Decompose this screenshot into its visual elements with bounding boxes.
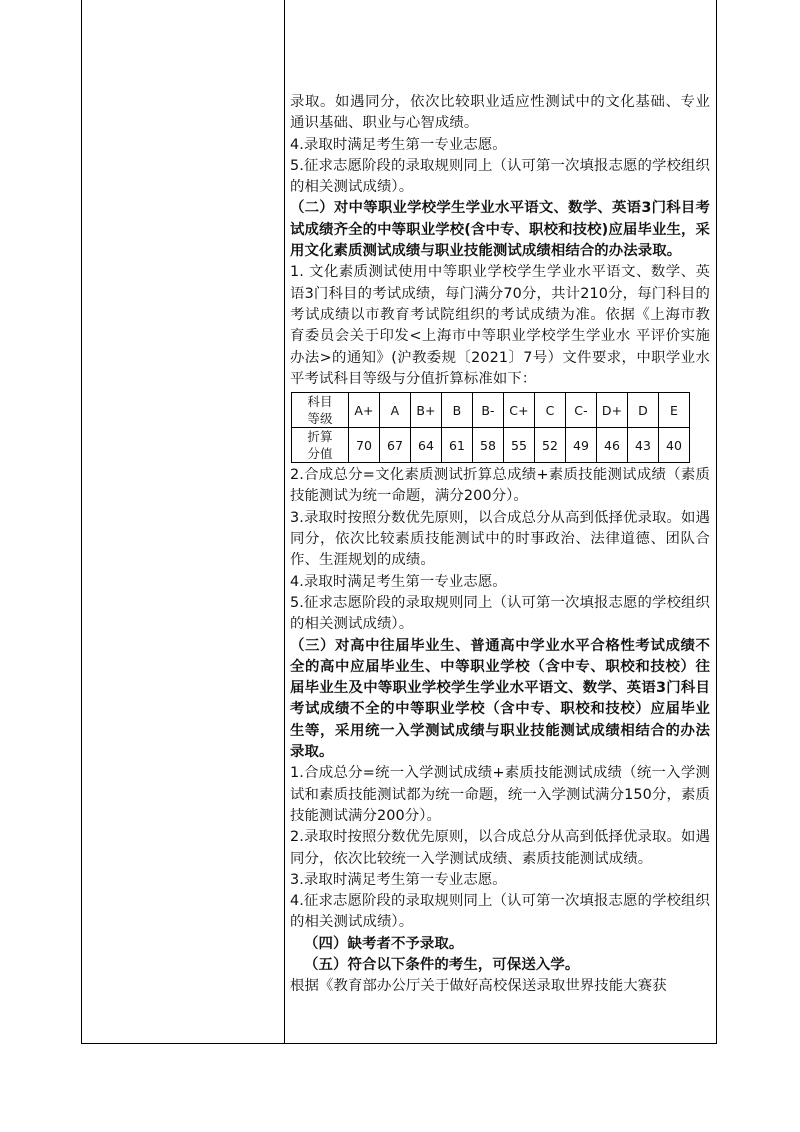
grade-cell: A — [380, 393, 411, 428]
rule-paragraph: （四）缺考者不予录取。 — [304, 935, 464, 952]
score-cell: 70 — [349, 428, 380, 463]
rule-paragraph: 1. 文化素质测试使用中等职业学校学生学业水平语文、数学、英语3门科目的考试成绩，每门满分70分，共计210分，每门科目的考试成绩以市教育考试院组织的考试成绩为准。依据《上海市教育委员会关于印发<上海市中等职业学校学生学业水 平评价实施办法>的通知》(沪教委规〔2021〕7号）文件要求，中职学业水平考试科目等级与分值折算标准如下： — [290, 264, 710, 387]
value-row-label-1: 折算 — [307, 429, 333, 445]
score-cell: 49 — [566, 428, 597, 463]
rule-paragraph: 1.合成总分=统一入学测试成绩+素质技能测试成绩（统一入学测试和素质技能测试都为统一命题，统一入学测试满分150分，素质技能测试满分200分）。 — [290, 765, 710, 824]
value-row — [292, 428, 690, 463]
score-cell: 40 — [659, 428, 690, 463]
score-cell: 58 — [473, 428, 504, 463]
grade-cell: B+ — [411, 393, 442, 428]
rule-paragraph: 根据《教育部办公厅关于做好高校保送录取世界技能大赛获 — [290, 978, 667, 995]
grade-cell: D — [628, 393, 659, 428]
grade-conversion-table — [291, 392, 690, 463]
value-row-label-2: 分值 — [307, 446, 333, 462]
table-bottom-border — [81, 1043, 717, 1044]
rule-paragraph: 4.录取时满足考生第一专业志愿。 — [290, 136, 507, 153]
table-right-border — [716, 0, 717, 1044]
admission-rules-cell — [290, 92, 710, 998]
rules-bottom-section — [290, 465, 710, 997]
score-cell: 46 — [597, 428, 628, 463]
grade-cell: B- — [473, 393, 504, 428]
rule-paragraph: （五）符合以下条件的考生，可保送入学。 — [304, 956, 580, 973]
rule-paragraph: 2.录取时按照分数优先原则，以合成总分从高到低择优录取。如遇同分，依次比较统一入学测试成绩、素质技能测试成绩。 — [290, 829, 710, 867]
rule-paragraph: （二）对中等职业学校学生学业水平语文、数学、英语3门科目考试成绩齐全的中等职业学校(含中专、职校和技校)应届毕业生，采用文化素质测试成绩与职业技能测试成绩相结合的办法录取。 — [290, 200, 710, 260]
table-column-divider — [284, 0, 285, 1044]
grade-row-label-2: 等级 — [307, 411, 333, 427]
rule-paragraph: 2.合成总分=文化素质测试折算总成绩+素质技能测试成绩（素质技能测试为统一命题，满分200分）。 — [290, 467, 710, 505]
grade-cell: E — [659, 393, 690, 428]
grade-cell: B — [442, 393, 473, 428]
grade-row — [292, 393, 690, 428]
rule-paragraph: 3.录取时满足考生第一专业志愿。 — [290, 871, 507, 888]
grade-cell: C — [535, 393, 566, 428]
grade-cell: D+ — [597, 393, 628, 428]
value-row-header — [292, 428, 349, 463]
rule-paragraph: 4.录取时满足考生第一专业志愿。 — [290, 573, 507, 590]
grade-row-label-1: 科目 — [307, 394, 333, 410]
rules-top-section — [290, 92, 710, 390]
rule-paragraph: 4.征求志愿阶段的录取规则同上（认可第一次填报志愿的学校组织的相关测试成绩）。 — [290, 893, 710, 931]
rule-paragraph: 5.征求志愿阶段的录取规则同上（认可第一次填报志愿的学校组织的相关测试成绩）。 — [290, 157, 710, 196]
grade-cell: C- — [566, 393, 597, 428]
score-cell: 67 — [380, 428, 411, 463]
score-cell: 55 — [504, 428, 535, 463]
score-cell: 61 — [442, 428, 473, 463]
rule-paragraph: 录取。如遇同分，依次比较职业适应性测试中的文化基础、专业通识基础、职业与心智成绩。 — [290, 94, 710, 132]
grade-cell: A+ — [349, 393, 380, 428]
table-left-border — [81, 0, 82, 1044]
grade-row-header — [292, 393, 349, 428]
score-cell: 64 — [411, 428, 442, 463]
rule-paragraph: 5.征求志愿阶段的录取规则同上（认可第一次填报志愿的学校组织的相关测试成绩）。 — [290, 594, 710, 633]
rule-paragraph: 3.录取时按照分数优先原则，以合成总分从高到低择优录取。如遇同分，依次比较素质技能测试中的时事政治、法律道德、团队合作、生涯规划的成绩。 — [290, 509, 710, 569]
score-cell: 43 — [628, 428, 659, 463]
rule-paragraph: （三）对高中往届毕业生、普通高中学业水平合格性考试成绩不全的高中应届毕业生、中等职业学校（含中专、职校和技校）往届毕业生及中等职业学校学生学业水平语文、数学、英语3门科目考试成绩不全的中等职业学校（含中专、职校和技校）应届毕业生等，采用统一入学测试成绩与职业技能测试成绩相结合的办法录取。 — [290, 637, 710, 761]
grade-cell: C+ — [504, 393, 535, 428]
score-cell: 52 — [535, 428, 566, 463]
